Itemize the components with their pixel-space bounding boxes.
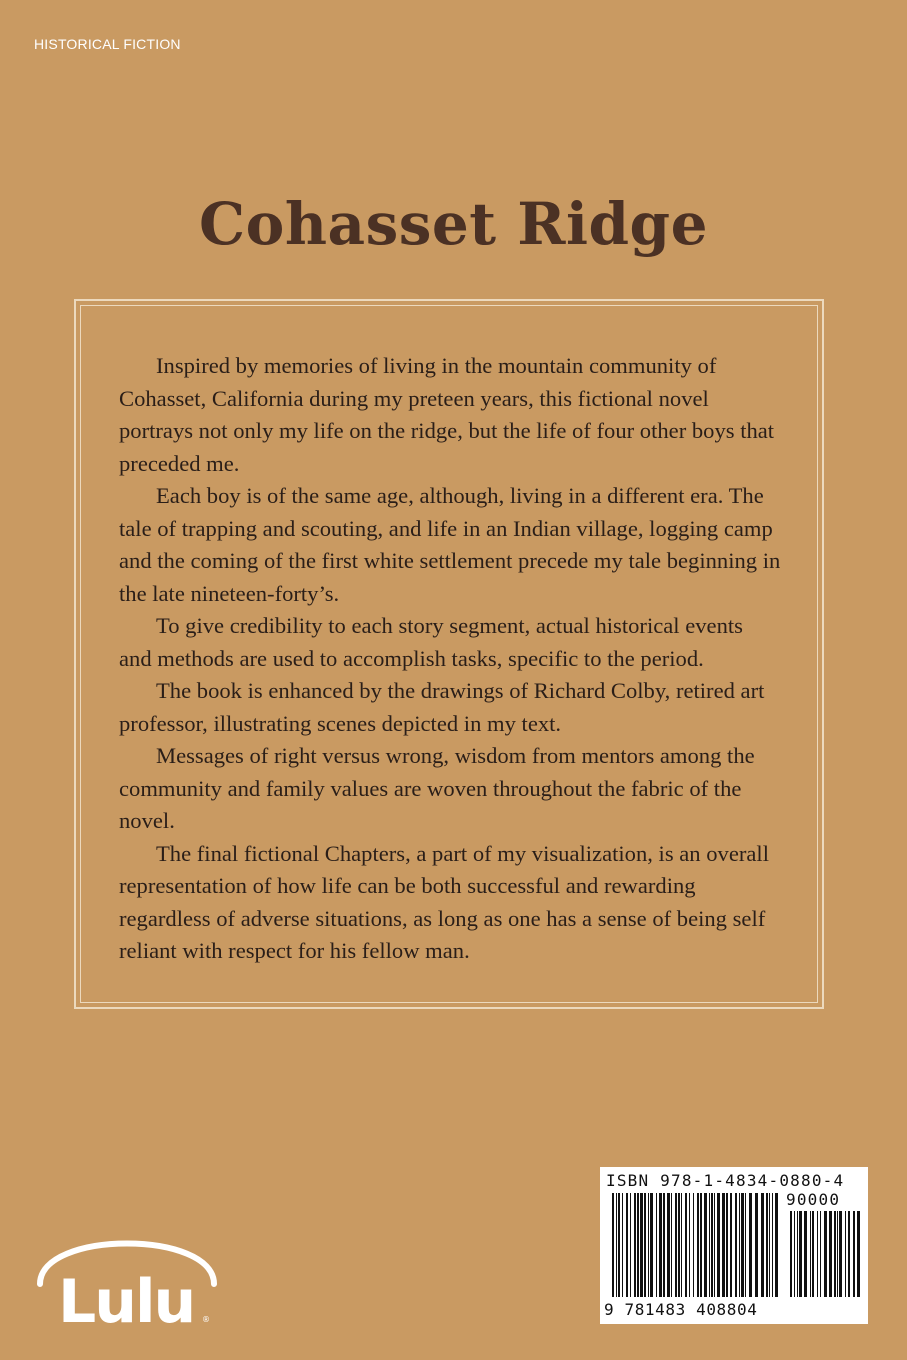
svg-text:Lulu: Lulu <box>58 1267 195 1332</box>
price-code: 90000 <box>786 1190 841 1209</box>
blurb-paragraph: Each boy is of the same age, although, living in a different era. The tale of trapping and scouting, and life in an Indian village, logging camp and the coming of the first white settlement precede my tale beginning in the late nineteen-forty’s. <box>119 483 781 606</box>
blurb-frame <box>74 299 824 1009</box>
blurb-paragraph: Messages of right versus wrong, wisdom from mentors among the community and family values are woven throughout the fabric of the novel. <box>119 743 755 833</box>
svg-text:®: ® <box>202 1315 210 1324</box>
blurb-paragraph: The final fictional Chapters, a part of my visualization, is an overall representation of how life can be both successful and rewarding regardless of adverse situations, as long as one has a sense of being self reliant with respect for his fellow man. <box>119 840 769 963</box>
blurb-paragraph: The book is enhanced by the drawings of Richard Colby, retired art professor, illustrating scenes depicted in my text. <box>119 678 765 736</box>
blurb-paragraph: Inspired by memories of living in the mountain community of Cohasset, California during my preteen years, this fictional novel portrays not only my life on the ridge, but the life of four other boys that preceded me. <box>119 353 775 476</box>
ean-barcode-bars <box>612 1193 780 1297</box>
lulu-logo <box>32 1222 222 1332</box>
barcode-box <box>600 1167 868 1324</box>
blurb-paragraph: To give credibility to each story segment, actual historical events and methods are used to accomplish tasks, specific to the period. <box>119 613 743 671</box>
ean-number: 9 781483 408804 <box>604 1300 758 1319</box>
addon-barcode-bars <box>790 1211 860 1297</box>
book-title: Cohasset Ridge <box>198 190 709 258</box>
isbn-label: ISBN 978-1-4834-0880-4 <box>606 1171 845 1190</box>
blurb-text <box>119 350 781 968</box>
genre-label: HISTORICAL FICTION <box>34 36 181 52</box>
